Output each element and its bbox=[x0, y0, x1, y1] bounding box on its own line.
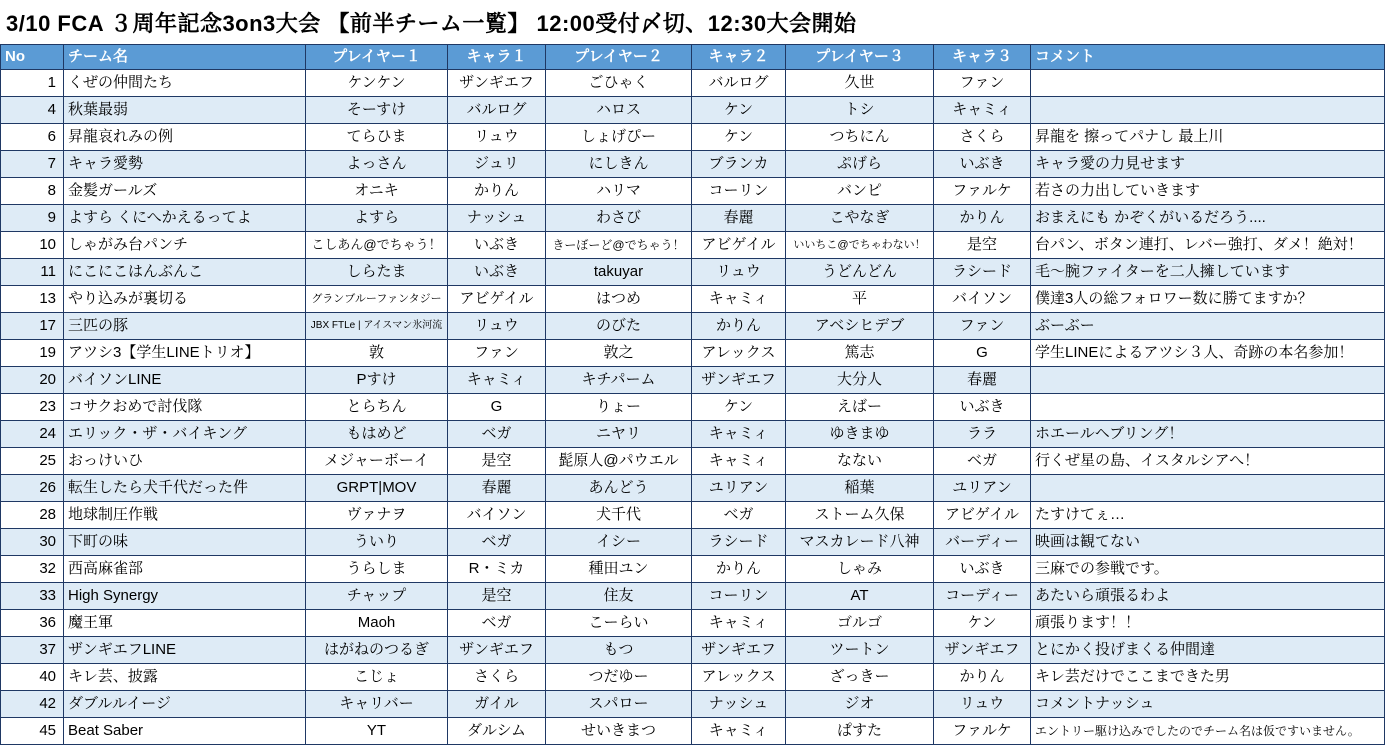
chara2-cell: ケン bbox=[692, 394, 786, 421]
chara2-cell: キャミィ bbox=[692, 421, 786, 448]
player2-cell: りょー bbox=[546, 394, 692, 421]
row-no-cell: 42 bbox=[1, 691, 64, 718]
chara3-cell: リュウ bbox=[934, 691, 1031, 718]
player3-cell: 平 bbox=[786, 286, 934, 313]
player1-cell: ういり bbox=[306, 529, 448, 556]
table-row bbox=[1, 610, 1385, 637]
chara1-cell: ダルシム bbox=[448, 718, 546, 745]
team-name-cell: ザンギエフLINE bbox=[64, 637, 306, 664]
comment-cell: エントリー駆け込みでしたのでチーム名は仮ですいません。 bbox=[1031, 718, 1385, 745]
chara3-cell: ケン bbox=[934, 610, 1031, 637]
player1-cell: Pすけ bbox=[306, 367, 448, 394]
player3-cell: うどんどん bbox=[786, 259, 934, 286]
chara3-cell: いぶき bbox=[934, 394, 1031, 421]
table-row bbox=[1, 394, 1385, 421]
chara2-cell: ラシード bbox=[692, 529, 786, 556]
team-name-cell: コサクおめで討伐隊 bbox=[64, 394, 306, 421]
player1-cell: もはめど bbox=[306, 421, 448, 448]
player2-cell: つだゆー bbox=[546, 664, 692, 691]
team-name-cell: にこにこはんぶんこ bbox=[64, 259, 306, 286]
row-no-cell: 9 bbox=[1, 205, 64, 232]
team-name-cell: やり込みが裏切る bbox=[64, 286, 306, 313]
chara1-cell: キャミィ bbox=[448, 367, 546, 394]
chara1-cell: ザンギエフ bbox=[448, 637, 546, 664]
chara1-cell: ガイル bbox=[448, 691, 546, 718]
team-name-cell: バイソンLINE bbox=[64, 367, 306, 394]
chara2-cell: ケン bbox=[692, 97, 786, 124]
table-row bbox=[1, 70, 1385, 97]
row-no-cell: 17 bbox=[1, 313, 64, 340]
column-header-player2: プレイヤー２ bbox=[546, 45, 692, 70]
chara2-cell: ユリアン bbox=[692, 475, 786, 502]
chara3-cell: アビゲイル bbox=[934, 502, 1031, 529]
chara2-cell: キャミィ bbox=[692, 610, 786, 637]
chara1-cell: ベガ bbox=[448, 529, 546, 556]
table-row bbox=[1, 583, 1385, 610]
table-row bbox=[1, 529, 1385, 556]
row-no-cell: 19 bbox=[1, 340, 64, 367]
table-row bbox=[1, 259, 1385, 286]
comment-cell: 若さの力出していきます bbox=[1031, 178, 1385, 205]
player3-cell: バンピ bbox=[786, 178, 934, 205]
table-row bbox=[1, 664, 1385, 691]
player1-cell: メジャーボーイ bbox=[306, 448, 448, 475]
chara1-cell: いぶき bbox=[448, 232, 546, 259]
player2-cell: はつめ bbox=[546, 286, 692, 313]
row-no-cell: 45 bbox=[1, 718, 64, 745]
player1-cell: Maoh bbox=[306, 610, 448, 637]
row-no-cell: 1 bbox=[1, 70, 64, 97]
team-name-cell: キャラ愛勢 bbox=[64, 151, 306, 178]
player2-cell: ハリマ bbox=[546, 178, 692, 205]
comment-cell: 映画は観てない bbox=[1031, 529, 1385, 556]
row-no-cell: 24 bbox=[1, 421, 64, 448]
player2-cell: しょげぴー bbox=[546, 124, 692, 151]
comment-cell: たすけてぇ… bbox=[1031, 502, 1385, 529]
chara1-cell: バルログ bbox=[448, 97, 546, 124]
chara2-cell: キャミィ bbox=[692, 718, 786, 745]
team-name-cell: しゃがみ台パンチ bbox=[64, 232, 306, 259]
chara2-cell: キャミィ bbox=[692, 286, 786, 313]
table-row bbox=[1, 205, 1385, 232]
player1-cell: よすら bbox=[306, 205, 448, 232]
chara3-cell: 是空 bbox=[934, 232, 1031, 259]
chara3-cell: さくら bbox=[934, 124, 1031, 151]
chara3-cell: ラシード bbox=[934, 259, 1031, 286]
player3-cell: つちにん bbox=[786, 124, 934, 151]
table-row bbox=[1, 340, 1385, 367]
chara3-cell: いぶき bbox=[934, 151, 1031, 178]
comment-cell: キャラ愛の力見せます bbox=[1031, 151, 1385, 178]
player1-cell: しらたま bbox=[306, 259, 448, 286]
player1-cell: ヴァナヲ bbox=[306, 502, 448, 529]
chara1-cell: 是空 bbox=[448, 583, 546, 610]
row-no-cell: 13 bbox=[1, 286, 64, 313]
player3-cell: なない bbox=[786, 448, 934, 475]
row-no-cell: 40 bbox=[1, 664, 64, 691]
comment-cell: 頑張ります！！ bbox=[1031, 610, 1385, 637]
page-title: 3/10 FCA ３周年記念3on3大会 【前半チーム一覧】 12:00受付〆切、12:30大会開始 bbox=[6, 10, 857, 36]
table-row bbox=[1, 367, 1385, 394]
row-no-cell: 26 bbox=[1, 475, 64, 502]
column-header-no: No bbox=[1, 45, 64, 70]
chara2-cell: ザンギエフ bbox=[692, 637, 786, 664]
table-row bbox=[1, 421, 1385, 448]
chara3-cell: ファルケ bbox=[934, 178, 1031, 205]
player1-cell: こじょ bbox=[306, 664, 448, 691]
chara2-cell: かりん bbox=[692, 313, 786, 340]
chara1-cell: R・ミカ bbox=[448, 556, 546, 583]
chara2-cell: ブランカ bbox=[692, 151, 786, 178]
table-row bbox=[1, 502, 1385, 529]
chara3-cell: ファルケ bbox=[934, 718, 1031, 745]
chara3-cell: コーディー bbox=[934, 583, 1031, 610]
chara3-cell: キャミィ bbox=[934, 97, 1031, 124]
comment-cell bbox=[1031, 70, 1385, 97]
team-name-cell: High Synergy bbox=[64, 583, 306, 610]
chara3-cell: かりん bbox=[934, 205, 1031, 232]
chara3-cell: 春麗 bbox=[934, 367, 1031, 394]
row-no-cell: 33 bbox=[1, 583, 64, 610]
team-name-cell: Beat Saber bbox=[64, 718, 306, 745]
player1-cell: よっさん bbox=[306, 151, 448, 178]
table-row bbox=[1, 313, 1385, 340]
table-row bbox=[1, 97, 1385, 124]
table-row bbox=[1, 286, 1385, 313]
chara1-cell: ジュリ bbox=[448, 151, 546, 178]
player3-cell: ぱすた bbox=[786, 718, 934, 745]
team-name-cell: キレ芸、披露 bbox=[64, 664, 306, 691]
comment-cell: とにかく投げまくる仲間達 bbox=[1031, 637, 1385, 664]
player3-cell: ざっきー bbox=[786, 664, 934, 691]
player2-cell: ごひゃく bbox=[546, 70, 692, 97]
chara3-cell: バーディー bbox=[934, 529, 1031, 556]
player3-cell: AT bbox=[786, 583, 934, 610]
player3-cell: えばー bbox=[786, 394, 934, 421]
chara2-cell: リュウ bbox=[692, 259, 786, 286]
column-header-comment: コメント bbox=[1031, 45, 1385, 70]
chara2-cell: ベガ bbox=[692, 502, 786, 529]
table-row bbox=[1, 448, 1385, 475]
player2-cell: きーぼーど@でちゃう！ bbox=[546, 232, 692, 259]
table-row bbox=[1, 232, 1385, 259]
team-name-cell: くぜの仲間たち bbox=[64, 70, 306, 97]
table-row bbox=[1, 637, 1385, 664]
row-no-cell: 28 bbox=[1, 502, 64, 529]
comment-cell: おまえにも かぞくがいるだろう.... bbox=[1031, 205, 1385, 232]
chara2-cell: コーリン bbox=[692, 583, 786, 610]
team-name-cell: アツシ3【学生LINEトリオ】 bbox=[64, 340, 306, 367]
player2-cell: ニヤリ bbox=[546, 421, 692, 448]
player1-cell: GRPT|MOV bbox=[306, 475, 448, 502]
chara3-cell: ファン bbox=[934, 70, 1031, 97]
comment-cell: コメントナッシュ bbox=[1031, 691, 1385, 718]
player3-cell: 久世 bbox=[786, 70, 934, 97]
header-row bbox=[1, 45, 1385, 70]
row-no-cell: 20 bbox=[1, 367, 64, 394]
comment-cell: 昇龍を 擦ってパナし 最上川 bbox=[1031, 124, 1385, 151]
chara2-cell: アビゲイル bbox=[692, 232, 786, 259]
row-no-cell: 23 bbox=[1, 394, 64, 421]
player1-cell: オニキ bbox=[306, 178, 448, 205]
player1-cell: ケンケン bbox=[306, 70, 448, 97]
table-row bbox=[1, 178, 1385, 205]
row-no-cell: 25 bbox=[1, 448, 64, 475]
player1-cell: そーすけ bbox=[306, 97, 448, 124]
comment-cell: あたいら頑張るわよ bbox=[1031, 583, 1385, 610]
comment-cell: キレ芸だけでここまできた男 bbox=[1031, 664, 1385, 691]
team-name-cell: 昇龍哀れみの例 bbox=[64, 124, 306, 151]
row-no-cell: 8 bbox=[1, 178, 64, 205]
row-no-cell: 32 bbox=[1, 556, 64, 583]
column-header-chara1: キャラ１ bbox=[448, 45, 546, 70]
chara3-cell: かりん bbox=[934, 664, 1031, 691]
chara2-cell: ザンギエフ bbox=[692, 367, 786, 394]
chara1-cell: ベガ bbox=[448, 421, 546, 448]
player2-cell: スパロー bbox=[546, 691, 692, 718]
player2-cell: のびた bbox=[546, 313, 692, 340]
team-name-cell: 魔王軍 bbox=[64, 610, 306, 637]
player3-cell: いいちこ@でちゃわない！ bbox=[786, 232, 934, 259]
chara2-cell: コーリン bbox=[692, 178, 786, 205]
column-header-team: チーム名 bbox=[64, 45, 306, 70]
table-row bbox=[1, 475, 1385, 502]
row-no-cell: 36 bbox=[1, 610, 64, 637]
chara2-cell: ケン bbox=[692, 124, 786, 151]
comment-cell: ホエールヘブリング！ bbox=[1031, 421, 1385, 448]
chara1-cell: かりん bbox=[448, 178, 546, 205]
player3-cell: ツートン bbox=[786, 637, 934, 664]
player3-cell: アベシヒデブ bbox=[786, 313, 934, 340]
player3-cell: ストーム久保 bbox=[786, 502, 934, 529]
team-name-cell: 転生したら犬千代だった件 bbox=[64, 475, 306, 502]
player3-cell: マスカレード八神 bbox=[786, 529, 934, 556]
player1-cell: YT bbox=[306, 718, 448, 745]
player3-cell: しゃみ bbox=[786, 556, 934, 583]
chara1-cell: G bbox=[448, 394, 546, 421]
comment-cell: 学生LINEによるアツシ３人、奇跡の本名参加！ bbox=[1031, 340, 1385, 367]
chara1-cell: リュウ bbox=[448, 124, 546, 151]
player2-cell: せいきまつ bbox=[546, 718, 692, 745]
chara2-cell: バルログ bbox=[692, 70, 786, 97]
player1-cell: チャップ bbox=[306, 583, 448, 610]
row-no-cell: 30 bbox=[1, 529, 64, 556]
player1-cell: はがねのつるぎ bbox=[306, 637, 448, 664]
player1-cell: キャリバー bbox=[306, 691, 448, 718]
row-no-cell: 11 bbox=[1, 259, 64, 286]
team-name-cell: 金髪ガールズ bbox=[64, 178, 306, 205]
comment-cell: 行くぜ星の島、イスタルシアへ！ bbox=[1031, 448, 1385, 475]
team-name-cell: 地球制圧作戦 bbox=[64, 502, 306, 529]
column-header-chara3: キャラ３ bbox=[934, 45, 1031, 70]
table-row bbox=[1, 151, 1385, 178]
chara1-cell: 是空 bbox=[448, 448, 546, 475]
chara3-cell: ファン bbox=[934, 313, 1031, 340]
row-no-cell: 7 bbox=[1, 151, 64, 178]
comment-cell bbox=[1031, 475, 1385, 502]
chara2-cell: 春麗 bbox=[692, 205, 786, 232]
player2-cell: あんどう bbox=[546, 475, 692, 502]
chara1-cell: ベガ bbox=[448, 610, 546, 637]
column-header-player1: プレイヤー１ bbox=[306, 45, 448, 70]
player3-cell: ゆきまゆ bbox=[786, 421, 934, 448]
comment-cell bbox=[1031, 367, 1385, 394]
chara3-cell: ベガ bbox=[934, 448, 1031, 475]
chara1-cell: リュウ bbox=[448, 313, 546, 340]
table-row bbox=[1, 556, 1385, 583]
player2-cell: 髭原人@パウエル bbox=[546, 448, 692, 475]
row-no-cell: 4 bbox=[1, 97, 64, 124]
comment-cell bbox=[1031, 97, 1385, 124]
table-body bbox=[1, 70, 1385, 745]
player1-cell: てらひま bbox=[306, 124, 448, 151]
team-name-cell: 下町の味 bbox=[64, 529, 306, 556]
player3-cell: ジオ bbox=[786, 691, 934, 718]
player2-cell: キチパーム bbox=[546, 367, 692, 394]
player2-cell: わさび bbox=[546, 205, 692, 232]
chara3-cell: ララ bbox=[934, 421, 1031, 448]
player1-cell: 敦 bbox=[306, 340, 448, 367]
chara2-cell: アレックス bbox=[692, 340, 786, 367]
player3-cell: トシ bbox=[786, 97, 934, 124]
chara3-cell: バイソン bbox=[934, 286, 1031, 313]
row-no-cell: 6 bbox=[1, 124, 64, 151]
player2-cell: こーらい bbox=[546, 610, 692, 637]
chara1-cell: さくら bbox=[448, 664, 546, 691]
table-row bbox=[1, 718, 1385, 745]
comment-cell: 僕達3人の総フォロワー数に勝てますか？ bbox=[1031, 286, 1385, 313]
player2-cell: ハロス bbox=[546, 97, 692, 124]
chara3-cell: G bbox=[934, 340, 1031, 367]
chara2-cell: ナッシュ bbox=[692, 691, 786, 718]
player3-cell: 大分人 bbox=[786, 367, 934, 394]
chara1-cell: アビゲイル bbox=[448, 286, 546, 313]
player2-cell: 敦之 bbox=[546, 340, 692, 367]
teams-table bbox=[0, 44, 1385, 745]
chara2-cell: アレックス bbox=[692, 664, 786, 691]
player1-cell: こしあん@でちゃう！ bbox=[306, 232, 448, 259]
player3-cell: ぷげら bbox=[786, 151, 934, 178]
player1-cell: JBX FTLe | アイスマン氷河流 bbox=[306, 313, 448, 340]
team-name-cell: おっけいひ bbox=[64, 448, 306, 475]
chara1-cell: ナッシュ bbox=[448, 205, 546, 232]
table-row bbox=[1, 691, 1385, 718]
player2-cell: もつ bbox=[546, 637, 692, 664]
team-name-cell: ダブルルイージ bbox=[64, 691, 306, 718]
chara1-cell: ファン bbox=[448, 340, 546, 367]
player1-cell: とらちん bbox=[306, 394, 448, 421]
chara3-cell: いぶき bbox=[934, 556, 1031, 583]
team-name-cell: 西高麻雀部 bbox=[64, 556, 306, 583]
player2-cell: 犬千代 bbox=[546, 502, 692, 529]
comment-cell bbox=[1031, 394, 1385, 421]
player2-cell: にしきん bbox=[546, 151, 692, 178]
player1-cell: うらしま bbox=[306, 556, 448, 583]
row-no-cell: 10 bbox=[1, 232, 64, 259]
comment-cell: ぶーぶー bbox=[1031, 313, 1385, 340]
chara3-cell: ユリアン bbox=[934, 475, 1031, 502]
player2-cell: イシー bbox=[546, 529, 692, 556]
team-name-cell: 秋葉最弱 bbox=[64, 97, 306, 124]
comment-cell: 三麻での参戦です。 bbox=[1031, 556, 1385, 583]
row-no-cell: 37 bbox=[1, 637, 64, 664]
chara1-cell: いぶき bbox=[448, 259, 546, 286]
team-name-cell: 三匹の豚 bbox=[64, 313, 306, 340]
table-row bbox=[1, 124, 1385, 151]
player3-cell: こやなぎ bbox=[786, 205, 934, 232]
player2-cell: 種田ユン bbox=[546, 556, 692, 583]
comment-cell: 台パン、ボタン連打、レバー強打、ダメ！絶対！ bbox=[1031, 232, 1385, 259]
player3-cell: 稲葉 bbox=[786, 475, 934, 502]
chara1-cell: 春麗 bbox=[448, 475, 546, 502]
comment-cell: 毛～腕ファイターを二人擁しています bbox=[1031, 259, 1385, 286]
chara1-cell: ザンギエフ bbox=[448, 70, 546, 97]
player3-cell: 篤志 bbox=[786, 340, 934, 367]
column-header-chara2: キャラ２ bbox=[692, 45, 786, 70]
chara2-cell: キャミィ bbox=[692, 448, 786, 475]
team-name-cell: よすら くにへかえるってよ bbox=[64, 205, 306, 232]
chara1-cell: バイソン bbox=[448, 502, 546, 529]
team-name-cell: エリック・ザ・バイキング bbox=[64, 421, 306, 448]
player2-cell: 住友 bbox=[546, 583, 692, 610]
player3-cell: ゴルゴ bbox=[786, 610, 934, 637]
chara3-cell: ザンギエフ bbox=[934, 637, 1031, 664]
player2-cell: takuyar bbox=[546, 259, 692, 286]
column-header-player3: プレイヤー３ bbox=[786, 45, 934, 70]
player1-cell: グランブルーファンタジー bbox=[306, 286, 448, 313]
chara2-cell: かりん bbox=[692, 556, 786, 583]
